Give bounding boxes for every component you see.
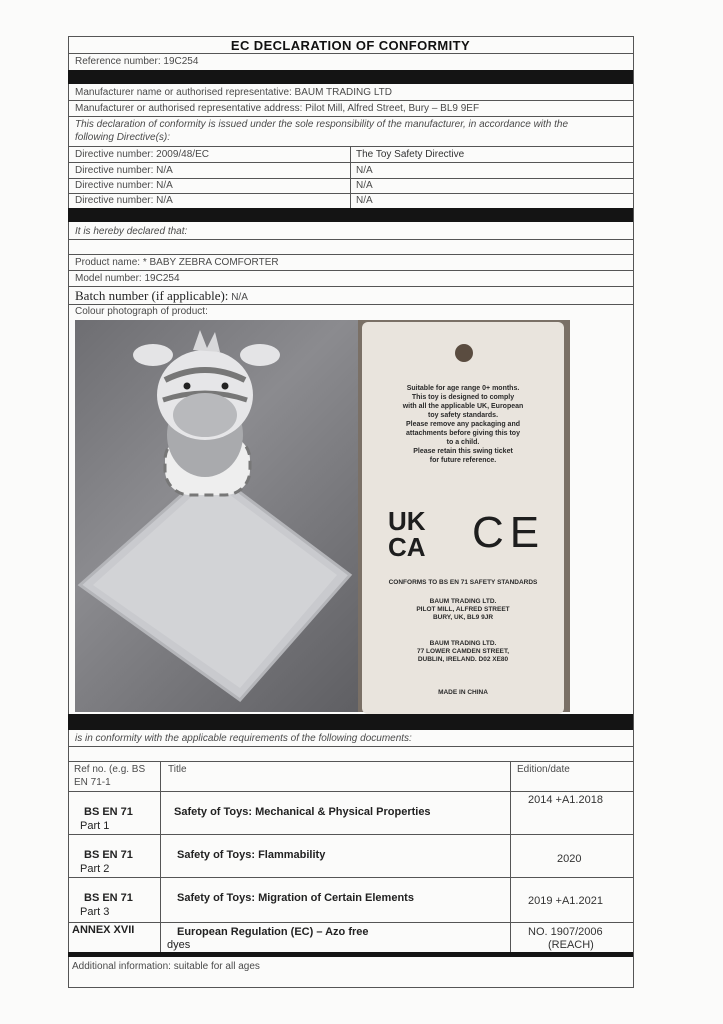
row-divider (68, 834, 633, 835)
frame-top-border (68, 36, 633, 37)
batch-number (75, 288, 248, 304)
directive-name: The Toy Safety Directive (356, 149, 465, 160)
directive-number: Directive number: N/A (75, 165, 173, 176)
table-row-edition: NO. 1907/2006 (528, 926, 603, 938)
black-separator-bar (68, 714, 633, 730)
ticket-warning-line: Please retain this swing ticket (413, 448, 513, 455)
row-divider (68, 286, 633, 287)
table-row-ref-part: Part 2 (80, 863, 110, 875)
table-row-title: Safety of Toys: Flammability (177, 849, 326, 861)
ticket-warning-line: Please remove any packaging and (406, 421, 520, 428)
ticket-warning-line: This toy is designed to comply (411, 394, 515, 401)
manufacturer-address: Manufacturer or authorised representative address: Pilot Mill, Alfred Street, Bury – BL9 9EF (75, 103, 480, 114)
column-divider (350, 146, 351, 208)
photo-label: Colour photograph of product: (75, 306, 208, 317)
ticket-warning-line: for future reference. (429, 457, 497, 464)
table-row-title: Safety of Toys: Migration of Certain Elements (177, 892, 414, 904)
ticket-address-line: BAUM TRADING LTD. (429, 640, 497, 647)
ticket-warning-line: with all the applicable UK, European (402, 403, 524, 410)
hereby-declared-text: It is hereby declared that: (75, 226, 188, 237)
ticket-warning-text (362, 384, 564, 465)
directive-name: N/A (356, 195, 373, 206)
row-divider (68, 100, 633, 101)
table-row-edition-continued: (REACH) (548, 939, 594, 951)
ticket-warning-line: Suitable for age range 0+ months. (406, 385, 520, 392)
ticket-address-line: BAUM TRADING LTD. (429, 598, 497, 605)
row-divider (68, 791, 633, 792)
ukca-mark-top: UK (388, 506, 426, 536)
row-divider (68, 116, 633, 117)
table-row-ref: BS EN 71 (84, 806, 133, 818)
product-name: Product name: * BABY ZEBRA COMFORTER (75, 257, 279, 268)
table-header-title: Title (168, 764, 187, 775)
directive-number: Directive number: N/A (75, 180, 173, 191)
ticket-warning-line: attachments before giving this toy (406, 430, 520, 437)
row-divider (68, 746, 633, 747)
ticket-address-line: BURY, UK, BL9 9JR (432, 614, 494, 621)
column-divider (510, 761, 511, 952)
table-row-title-continued: dyes (167, 939, 191, 951)
directive-name: N/A (356, 180, 373, 191)
row-divider (68, 270, 633, 271)
table-header-ref-line1: Ref no. (e.g. BS (74, 764, 146, 775)
ukca-mark-bottom: CA (388, 532, 426, 562)
table-header-edition: Edition/date (517, 764, 570, 775)
declaration-statement-line1: This declaration of conformity is issued under the sole responsibility of the manufacturer, in accordance with the (75, 119, 569, 130)
table-header-ref-line2: EN 71-1 (74, 777, 111, 788)
batch-number-label: Batch number (if applicable): (75, 288, 229, 303)
row-divider (68, 761, 633, 762)
black-separator-bar (68, 952, 633, 957)
row-divider (68, 239, 633, 240)
frame-right-border (633, 36, 634, 988)
row-divider (68, 53, 633, 54)
column-divider (160, 761, 161, 952)
reference-number: Reference number: 19C254 (75, 56, 199, 67)
table-row-ref: BS EN 71 (84, 849, 133, 861)
table-row-edition: 2014 +A1.2018 (528, 794, 603, 806)
table-row-ref: ANNEX XVII (72, 924, 135, 936)
directive-name: N/A (356, 165, 373, 176)
ticket-conforms-text: CONFORMS TO BS EN 71 SAFETY STANDARDS (388, 579, 538, 586)
table-row-title: European Regulation (EC) – Azo free (177, 926, 369, 938)
table-row-ref-part: Part 1 (80, 820, 110, 832)
swing-ticket (362, 322, 564, 714)
directive-number: Directive number: 2009/48/EC (75, 149, 209, 160)
ticket-address-uk (362, 598, 564, 622)
table-row-ref-part: Part 3 (80, 906, 110, 918)
ticket-warning-line: toy safety standards. (427, 412, 499, 419)
ticket-address-line: DUBLIN, IRELAND. D02 XE80 (417, 656, 509, 663)
page-title: EC DECLARATION OF CONFORMITY (230, 38, 471, 53)
black-separator-bar (68, 208, 633, 222)
zebra-comforter-image (75, 320, 358, 712)
ticket-address-line: PILOT MILL, ALFRED STREET (416, 606, 510, 613)
ticket-address-ie (362, 640, 564, 664)
ticket-made-in: MADE IN CHINA (438, 689, 488, 696)
additional-information: Additional information: suitable for all ages (72, 961, 260, 972)
table-row-title: Safety of Toys: Mechanical & Physical Properties (174, 806, 431, 818)
manufacturer-name: Manufacturer name or authorised representative: BAUM TRADING LTD (75, 87, 392, 98)
batch-number-value: N/A (231, 292, 248, 303)
product-photograph (75, 320, 358, 712)
row-divider (68, 254, 633, 255)
directive-number: Directive number: N/A (75, 195, 173, 206)
conformity-statement: is in conformity with the applicable requirements of the following documents: (75, 733, 412, 744)
ce-mark: CE (472, 508, 546, 557)
ticket-address-line: 77 LOWER CAMDEN STREET, (416, 648, 510, 655)
row-divider (68, 304, 633, 305)
table-row-edition: 2019 +A1.2021 (528, 895, 603, 907)
declaration-statement-line2: following Directive(s): (75, 132, 171, 143)
black-separator-bar (68, 70, 633, 84)
table-row-edition: 2020 (557, 853, 582, 865)
table-row-ref: BS EN 71 (84, 892, 133, 904)
model-number: Model number: 19C254 (75, 273, 180, 284)
frame-bottom-border (68, 987, 633, 988)
ticket-hole (455, 344, 473, 362)
row-divider (68, 877, 633, 878)
row-divider (68, 922, 633, 923)
ticket-warning-line: to a child. (446, 439, 480, 446)
